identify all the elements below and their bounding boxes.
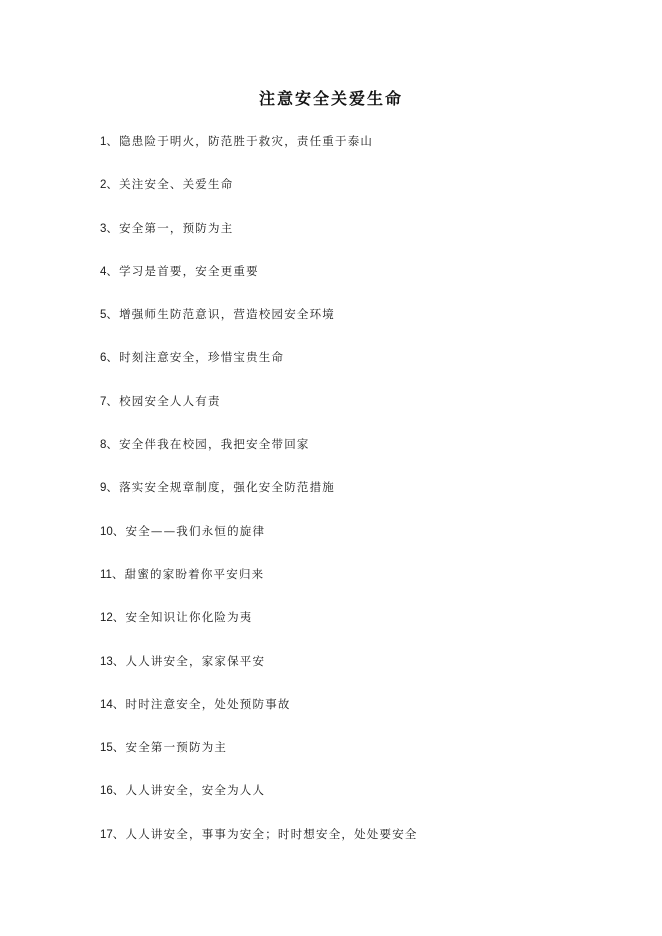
list-item bbox=[100, 652, 620, 695]
list-item bbox=[100, 392, 620, 435]
item-text: 、安全——我们永恒的旋律 bbox=[112, 523, 266, 538]
item-number: 11 bbox=[100, 568, 112, 581]
item-text: 、落实安全规章制度，强化安全防范措施 bbox=[106, 480, 336, 495]
item-text: 、校园安全人人有责 bbox=[106, 393, 221, 408]
item-number: 17 bbox=[100, 828, 113, 841]
item-number: 14 bbox=[100, 698, 113, 711]
list-item bbox=[100, 262, 620, 305]
item-number: 4 bbox=[100, 265, 107, 278]
item-text: 、学习是首要，安全更重要 bbox=[106, 263, 259, 278]
item-text: 、增强师生防范意识，营造校园安全环境 bbox=[106, 307, 336, 322]
item-text: 、安全伴我在校园，我把安全带回家 bbox=[106, 437, 310, 452]
item-text: 、人人讲安全，事事为安全；时时想安全，处处要安全 bbox=[112, 826, 418, 841]
item-text: 、甜蜜的家盼着你平安归来 bbox=[111, 566, 265, 581]
item-number: 10 bbox=[100, 525, 113, 538]
list-item bbox=[100, 305, 620, 348]
list-item bbox=[100, 522, 620, 565]
item-text: 、安全知识让你化险为夷 bbox=[112, 610, 253, 625]
item-number: 3 bbox=[100, 222, 107, 235]
list-item bbox=[100, 781, 620, 824]
item-number: 7 bbox=[100, 395, 107, 408]
list-item bbox=[100, 435, 620, 478]
item-number: 5 bbox=[100, 309, 107, 322]
item-number: 2 bbox=[100, 179, 107, 192]
list-item bbox=[100, 348, 620, 391]
item-text: 、隐患险于明火，防范胜于救灾，责任重于泰山 bbox=[106, 134, 374, 148]
slogan-list bbox=[100, 132, 620, 868]
list-item bbox=[100, 695, 620, 738]
item-number: 9 bbox=[100, 482, 107, 495]
item-number: 6 bbox=[100, 352, 107, 365]
list-item bbox=[100, 478, 620, 521]
item-text: 、关注安全、关爱生命 bbox=[106, 177, 234, 192]
list-item bbox=[100, 738, 620, 781]
list-item bbox=[100, 175, 620, 218]
item-number: 13 bbox=[100, 655, 113, 668]
item-number: 12 bbox=[100, 612, 113, 625]
item-text: 、时刻注意安全，珍惜宝贵生命 bbox=[106, 350, 285, 365]
item-number: 1 bbox=[100, 136, 107, 148]
document-title: 注意安全关爱生命 bbox=[258, 89, 403, 108]
list-item bbox=[100, 608, 620, 651]
item-number: 16 bbox=[100, 785, 113, 798]
list-item bbox=[100, 219, 620, 262]
item-number: 15 bbox=[100, 742, 113, 755]
item-text: 、时时注意安全，处处预防事故 bbox=[112, 696, 291, 711]
list-item bbox=[100, 565, 620, 608]
item-number: 8 bbox=[100, 439, 107, 452]
item-text: 、人人讲安全，家家保平安 bbox=[112, 653, 266, 668]
item-text: 、安全第一预防为主 bbox=[112, 740, 228, 755]
list-item bbox=[100, 825, 620, 868]
item-text: 、人人讲安全，安全为人人 bbox=[112, 783, 266, 798]
list-item bbox=[100, 132, 620, 175]
item-text: 、安全第一，预防为主 bbox=[106, 220, 234, 235]
